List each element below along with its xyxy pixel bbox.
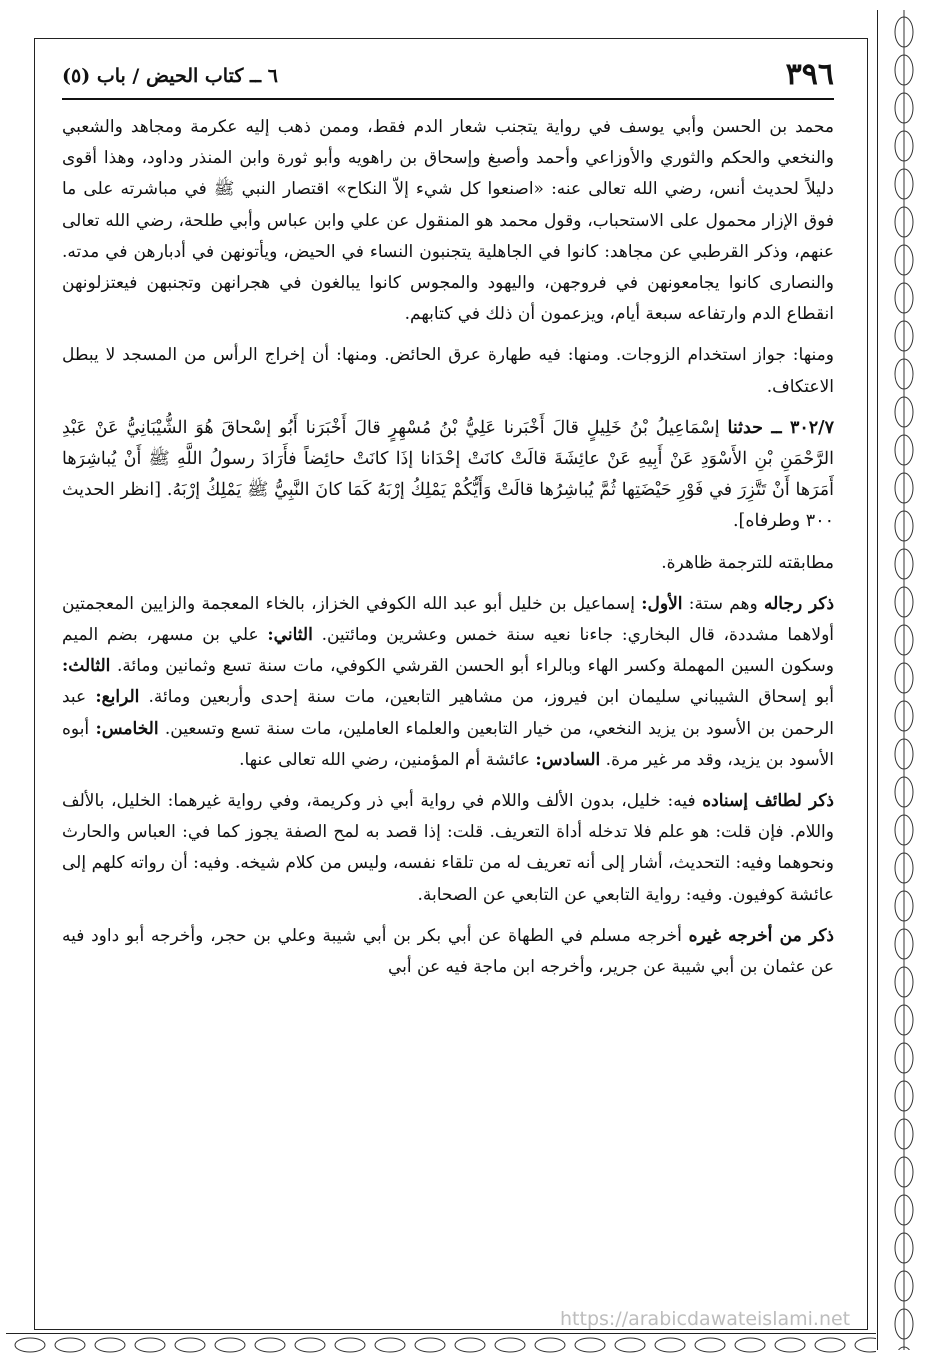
narrators-intro: وهم ستة: [682, 593, 764, 614]
narrator-label-4: الرابع: [95, 687, 140, 708]
section-heading-sources: ذكر من أخرجه غيره [688, 925, 834, 946]
ornament-cartouche [615, 1338, 645, 1352]
ornament-cartouche [255, 1338, 285, 1352]
ornament-cartouche [855, 1338, 876, 1352]
paragraph-isnad-subtleties [62, 786, 834, 911]
ornament-cartouche [295, 1338, 325, 1352]
ornament-cartouche [695, 1338, 725, 1352]
paragraph-narrators [62, 589, 834, 776]
ornament-cartouche [335, 1338, 365, 1352]
isnad-text: فيه: خليل، بدون الألف واللام في رواية أبي ذر وكريمة، وفي رواية غيرهما: الخليل، بالألف واللام. فإن قلت: هو علم فلا تدخله أداة التعريف. قلت: إذا قصد به لمح الصفة يجوز كما في: العباس والحارث ونحوهما وفيه: التحديث، أشار إلى أنه تعريف له من تلقاء نفسه، وليس من كلام شيخه. وفيه: أن رواته كلهم إلى عائشة كوفيون. وفيه: رواية التابعي عن التابعي عن الصحابة. [62, 791, 834, 905]
section-heading-narrators: ذكر رجاله [764, 593, 835, 614]
narrator-text-3: أبو إسحاق الشيباني سليمان ابن فيروز، من مشاهير التابعين، مات سنة إحدى وأربعين ومائة. [139, 687, 834, 708]
narrator-label-3: الثالث: [62, 656, 111, 677]
ornament-cartouche [415, 1338, 445, 1352]
paragraph-benefits: ومنها: جواز استخدام الزوجات. ومنها: فيه طهارة عرق الحائض. ومنها: أن إخراج الرأس من المسجد لا يبطل الاعتكاف. [62, 345, 834, 397]
ornament-cartouche [655, 1338, 685, 1352]
paragraph-relevance: مطابقته للترجمة ظاهرة. [661, 552, 834, 573]
section-heading-isnad: ذكر لطائف إسناده [702, 791, 834, 812]
page-header [62, 58, 834, 100]
ornament-cartouche [15, 1338, 45, 1352]
ornament-cartouche [495, 1338, 525, 1352]
right-border-ornament [877, 10, 930, 1350]
ornament-cartouche [775, 1338, 805, 1352]
running-head: ٦ ــ كتاب الحيض / باب (٥) [62, 65, 278, 87]
ornament-cartouche [95, 1338, 125, 1352]
ornament-cartouche [215, 1338, 245, 1352]
page-number: ٣٩٦ [785, 57, 834, 92]
narrator-label-5: الخامس: [95, 718, 159, 739]
ornament-cartouche [375, 1338, 405, 1352]
narrator-text-2: علي بن مسهر، بضم الميم وسكون السين المهملة وكسر الهاء وبالراء أبو الحسن القرشي الكوفي، مات سنة تسع وثمانين ومائة. [62, 625, 834, 677]
main-text [62, 112, 834, 993]
sources-text: أخرجه مسلم في الطهاة عن أبي بكر بن أبي شيبة وعلي بن حجر، وأخرجه أبو داود فيه عن عثمان بن أبي شيبة عن جرير، وأخرجه ابن ماجة فيه عن أبي [62, 925, 834, 978]
narrator-label-1: الأول: [641, 593, 683, 614]
hadith-text: إسْمَاعِيلُ بْنُ خَلِيلٍ قالَ أَخْبَرنا عَلِيُّ بْنُ مُسْهِرٍ قالَ أَخْبَرَنا أَبُو إسْحاقَ هُوَ الشُّيْبَانِيُّ عَنْ عَبْدِ الرَّحْمَنِ بْنِ الأَسْوَدِ عَنْ أَبِيهِ عَنْ عائِشَةَ قالَتْ كانَتْ إحْدَانا إذَا كانَتْ حائِضاً فأَرَادَ رسولُ اللَّهِ ﷺ أَنْ يُباشِرَها أَمَرَها أَنْ تَتَّزِرَ في فَوْرِ حَيْضَتِها ثُمَّ يُباشِرُها قالَتْ وَأَيُّكُمْ يَمْلِكُ إرْبَهُ كَمَا كانَ النَّبِيُّ ﷺ يَمْلِكُ إرْبَهُ. [انظر الحديث ٣٠٠ وطرفاه]. [62, 417, 834, 532]
narrator-text-1: إسماعيل بن خليل أبو عبد الله الكوفي الخزاز، بالخاء المعجمة والزايين المعجمتين أولاهما مشددة، قال البخاري: جاءنا نعيه سنة خمس وعشرين ومائتين. [62, 593, 834, 646]
ornament-cartouche [455, 1338, 485, 1352]
ornament-cartouche [535, 1338, 565, 1352]
paragraph-hadith [62, 413, 834, 538]
narrator-label-2: الثاني: [267, 625, 313, 646]
hadith-number: ٣٠٢/٧ ــ حدثنا [727, 417, 834, 438]
ornament-cartouche [135, 1338, 165, 1352]
ornament-cartouche [175, 1338, 205, 1352]
ornament-cartouche [735, 1338, 765, 1352]
ornament-cartouche [55, 1338, 85, 1352]
paragraph-other-sources [62, 921, 834, 983]
narrator-label-6: السادس: [535, 749, 601, 770]
ornament-cartouche [815, 1338, 845, 1352]
narrator-text-5: أبوه الأسود بن يزيد، وقد مر غير مرة. [62, 718, 834, 770]
narrator-text-6: عائشة أم المؤمنين، رضي الله تعالى عنها. [239, 749, 536, 770]
bottom-border-ornament [6, 1333, 876, 1354]
watermark-url: https://arabicdawateislami.net [560, 1308, 851, 1330]
paragraph-commentary: محمد بن الحسن وأبي يوسف في رواية يتجنب شعار الدم فقط، وممن ذهب إليه عكرمة ومجاهد والشعبي والنخعي والحكم والثوري والأوزاعي وأحمد وأصبغ وإسحاق بن راهويه وأبو ثورة وابن المنذر وداود، وهذا أقوى دليلاً لحديث أنس، رضي الله تعالى عنه: «اصنعوا كل شيء إلاّ النكاح» اقتصار النبي ﷺ في مباشرته على ما فوق الإزار محمول على الاستحباب، وقول محمد هو المنقول عن علي وابن عباس وأبي طلحة، رضي الله تعالى عنهم، وذكر القرطبي عن مجاهد: كانوا في الجاهلية يتجنبون النساء في الحيض، ويأتونهن في أدبارهن في مدته. والنصارى كانوا يجامعونهن في فروجهن، واليهود والمجوس كانوا يبالغون في هجرانهن وتجنبهن فيعتزلونهن انقطاع الدم وارتفاعه سبعة أيام، ويزعمون أن ذلك في كتابهم. [62, 117, 834, 325]
ornament-cartouche [575, 1338, 605, 1352]
narrator-text-4: عبد الرحمن بن الأسود بن يزيد النخعي، من خيار التابعين والعلماء العاملين، مات سنة تسع وتسعين. [62, 687, 834, 739]
